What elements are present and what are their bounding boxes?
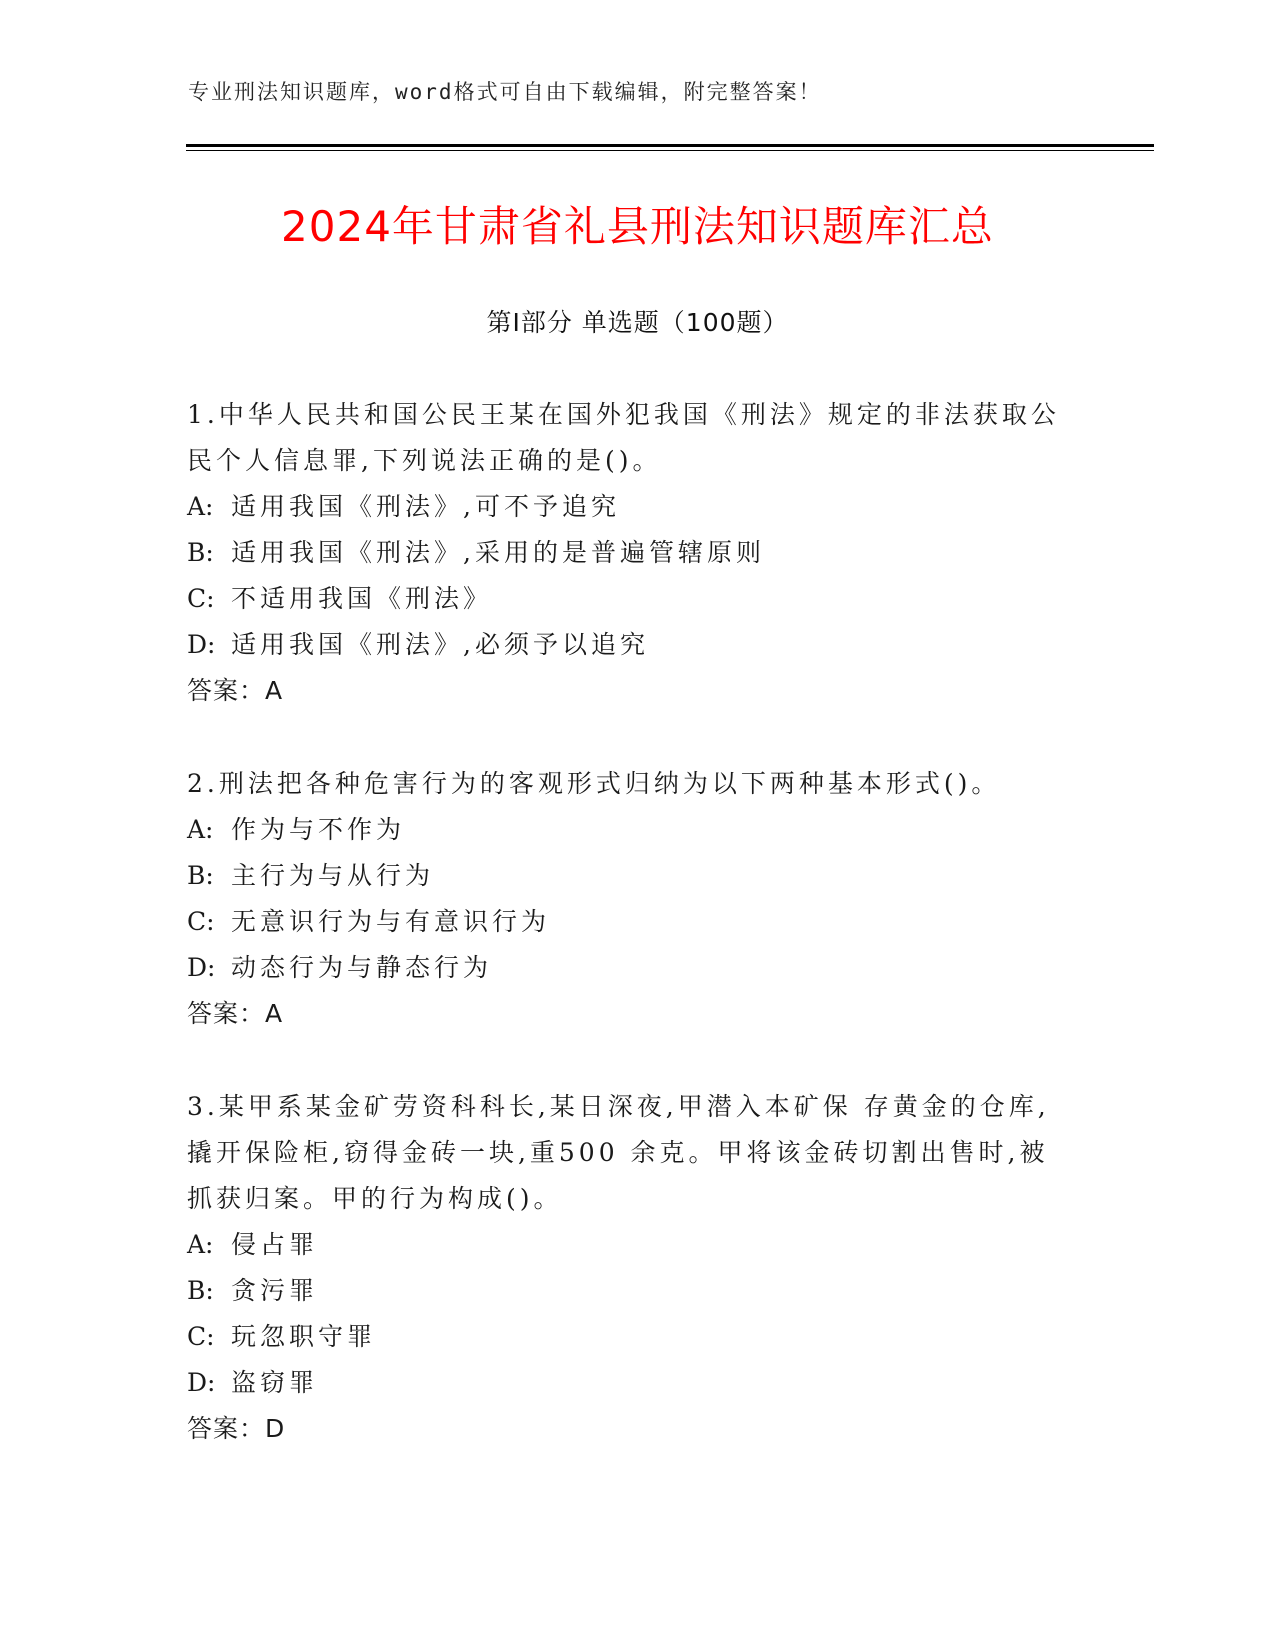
option-letter: C: [187,584,215,613]
option-c [187,899,1077,945]
option-letter: C: [187,1322,215,1351]
option-letter: B: [187,1276,214,1305]
question-list [187,392,1077,1499]
option-a [187,484,1077,530]
option-b [187,853,1077,899]
option-letter: A: [187,815,214,844]
option-d [187,945,1077,991]
question-stem: 1.中华人民共和国公民王某在国外犯我国《刑法》规定的非法获取公民个人信息罪,下列说法正确的是()。 [187,400,1060,475]
option-letter: B: [187,538,214,567]
option-a [187,807,1077,853]
question-item [187,761,1077,1037]
option-b [187,530,1077,576]
option-b [187,1268,1077,1314]
option-letter: B: [187,861,214,890]
option-a [187,1222,1077,1268]
option-text: 适用我国《刑法》,必须予以追究 [231,630,649,659]
option-text: 动态行为与静态行为 [231,953,493,982]
section-title: 第I部分 单选题（100题） [486,308,789,337]
question-stem: 2.刑法把各种危害行为的客观形式归纳为以下两种基本形式()。 [187,769,1001,798]
option-text: 作为与不作为 [231,815,406,844]
option-text: 贪污罪 [231,1276,319,1305]
option-letter: D: [187,1368,216,1397]
option-text: 不适用我国《刑法》 [231,584,493,613]
answer-line: 答案：A [187,676,284,705]
option-text: 主行为与从行为 [231,861,435,890]
header-rule-thin [186,150,1154,151]
answer-line: 答案：A [187,999,284,1028]
option-text: 盗窃罪 [231,1368,319,1397]
option-text: 玩忽职守罪 [231,1322,377,1351]
option-letter: A: [187,492,214,521]
header-note: 专业刑法知识题库，word格式可自由下载编辑，附完整答案！ [188,80,822,104]
header-rule-thick [186,144,1154,147]
option-text: 无意识行为与有意识行为 [231,907,551,936]
option-text: 侵占罪 [231,1230,319,1259]
question-item [187,392,1077,714]
option-letter: D: [187,953,216,982]
document-title: 2024年甘肃省礼县刑法知识题库汇总 [281,202,994,251]
answer-line: 答案：D [187,1414,286,1443]
option-c [187,576,1077,622]
question-item [187,1084,1077,1452]
option-d [187,1360,1077,1406]
option-letter: C: [187,907,215,936]
option-d [187,622,1077,668]
option-letter: D: [187,630,216,659]
question-stem: 3.某甲系某金矿劳资科科长,某日深夜,甲潜入本矿保 存黄金的仓库,撬开保险柜,窃得金砖一块,重500 余克。甲将该金砖切割出售时,被抓获归案。甲的行为构成()。 [187,1092,1050,1213]
option-letter: A: [187,1230,214,1259]
option-text: 适用我国《刑法》,采用的是普遍管辖原则 [231,538,765,567]
option-text: 适用我国《刑法》,可不予追究 [231,492,620,521]
option-c [187,1314,1077,1360]
